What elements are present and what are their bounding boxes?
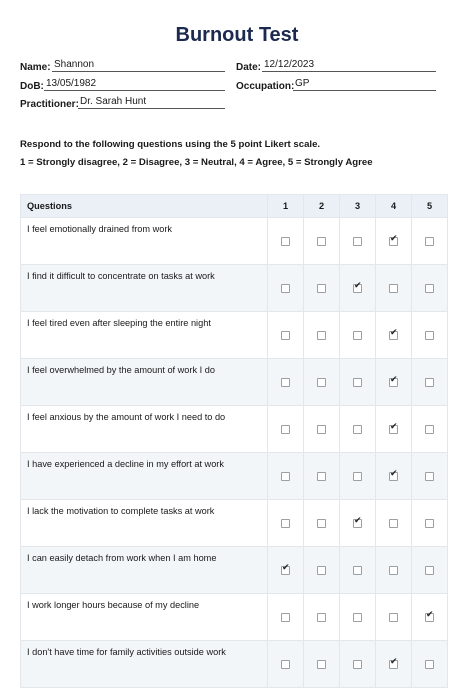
table-row	[21, 265, 448, 312]
rating-2-checkbox[interactable]	[317, 425, 326, 434]
rating-cell	[268, 453, 304, 500]
rating-2-checkbox[interactable]	[317, 472, 326, 481]
rating-cell	[340, 547, 376, 594]
rating-1-checkbox[interactable]	[281, 378, 290, 387]
rating-cell	[268, 218, 304, 265]
rating-cell	[412, 594, 448, 641]
rating-1-checkbox[interactable]	[281, 425, 290, 434]
rating-cell	[340, 312, 376, 359]
rating-cell	[376, 641, 412, 688]
rating-cell	[268, 312, 304, 359]
question-text: I feel anxious by the amount of work I need to do	[21, 406, 268, 453]
rating-4-checkbox[interactable]	[389, 237, 398, 246]
rating-cell	[268, 547, 304, 594]
table-row	[21, 453, 448, 500]
date-input[interactable]: 12/12/2023	[262, 59, 436, 72]
rating-3-checkbox[interactable]	[353, 237, 362, 246]
rating-cell	[268, 594, 304, 641]
rating-cell	[304, 453, 340, 500]
rating-cell	[376, 500, 412, 547]
rating-cell	[340, 359, 376, 406]
rating-cell	[412, 500, 448, 547]
rating-cell	[304, 218, 340, 265]
rating-cell	[268, 265, 304, 312]
table-row	[21, 406, 448, 453]
rating-5-checkbox[interactable]	[425, 472, 434, 481]
table-row	[21, 594, 448, 641]
rating-cell	[268, 500, 304, 547]
rating-cell	[412, 265, 448, 312]
table-row	[21, 641, 448, 688]
rating-5-checkbox[interactable]	[425, 284, 434, 293]
rating-cell	[340, 594, 376, 641]
rating-5-checkbox[interactable]	[425, 425, 434, 434]
rating-4-checkbox[interactable]	[389, 425, 398, 434]
rating-cell	[412, 359, 448, 406]
rating-cell	[304, 547, 340, 594]
scale-1-header: 1	[268, 195, 304, 218]
rating-1-checkbox[interactable]	[281, 519, 290, 528]
rating-3-checkbox[interactable]	[353, 472, 362, 481]
rating-5-checkbox[interactable]	[425, 660, 434, 669]
name-input[interactable]: Shannon	[52, 59, 225, 72]
rating-cell	[340, 406, 376, 453]
rating-cell	[340, 500, 376, 547]
rating-4-checkbox[interactable]	[389, 660, 398, 669]
rating-2-checkbox[interactable]	[317, 284, 326, 293]
rating-cell	[340, 265, 376, 312]
rating-5-checkbox[interactable]	[425, 613, 434, 622]
rating-cell	[412, 547, 448, 594]
rating-cell	[376, 406, 412, 453]
rating-cell	[268, 406, 304, 453]
question-text: I feel overwhelmed by the amount of work I do	[21, 359, 268, 406]
rating-5-checkbox[interactable]	[425, 519, 434, 528]
rating-1-checkbox[interactable]	[281, 660, 290, 669]
table-header-row	[21, 195, 448, 218]
rating-1-checkbox[interactable]	[281, 284, 290, 293]
rating-cell	[268, 359, 304, 406]
table-row	[21, 218, 448, 265]
scale-legend: 1 = Strongly disagree, 2 = Disagree, 3 = Neutral, 4 = Agree, 5 = Strongly Agree	[20, 157, 373, 168]
rating-cell	[340, 641, 376, 688]
scale-4-header: 4	[376, 195, 412, 218]
rating-5-checkbox[interactable]	[425, 237, 434, 246]
rating-2-checkbox[interactable]	[317, 237, 326, 246]
rating-cell	[376, 359, 412, 406]
question-text: I feel tired even after sleeping the entire night	[21, 312, 268, 359]
question-text: I have experienced a decline in my effort at work	[21, 453, 268, 500]
rating-2-checkbox[interactable]	[317, 331, 326, 340]
rating-4-checkbox[interactable]	[389, 472, 398, 481]
rating-cell	[412, 406, 448, 453]
rating-2-checkbox[interactable]	[317, 519, 326, 528]
rating-1-checkbox[interactable]	[281, 613, 290, 622]
rating-4-checkbox[interactable]	[389, 378, 398, 387]
rating-3-checkbox[interactable]	[353, 378, 362, 387]
rating-2-checkbox[interactable]	[317, 566, 326, 575]
rating-cell	[304, 265, 340, 312]
rating-cell	[304, 594, 340, 641]
rating-3-checkbox[interactable]	[353, 613, 362, 622]
rating-cell	[412, 453, 448, 500]
rating-cell	[268, 641, 304, 688]
rating-cell	[412, 312, 448, 359]
rating-cell	[376, 312, 412, 359]
rating-5-checkbox[interactable]	[425, 378, 434, 387]
rating-3-checkbox[interactable]	[353, 519, 362, 528]
table-row	[21, 359, 448, 406]
practitioner-input[interactable]: Dr. Sarah Hunt	[78, 96, 225, 109]
rating-cell	[412, 218, 448, 265]
rating-1-checkbox[interactable]	[281, 237, 290, 246]
rating-1-checkbox[interactable]	[281, 472, 290, 481]
question-text: I find it difficult to concentrate on tasks at work	[21, 265, 268, 312]
rating-cell	[340, 218, 376, 265]
rating-3-checkbox[interactable]	[353, 425, 362, 434]
page-title: Burnout Test	[175, 24, 299, 46]
question-text: I don't have time for family activities outside work	[21, 641, 268, 688]
rating-4-checkbox[interactable]	[389, 566, 398, 575]
rating-4-checkbox[interactable]	[389, 519, 398, 528]
rating-cell	[376, 218, 412, 265]
rating-cell	[376, 265, 412, 312]
table-row	[21, 547, 448, 594]
rating-cell	[376, 547, 412, 594]
rating-3-checkbox[interactable]	[353, 660, 362, 669]
questions-table	[20, 194, 448, 688]
table-row	[21, 312, 448, 359]
rating-4-checkbox[interactable]	[389, 284, 398, 293]
rating-2-checkbox[interactable]	[317, 613, 326, 622]
rating-cell	[304, 406, 340, 453]
question-text: I feel emotionally drained from work	[21, 218, 268, 265]
dob-input[interactable]: 13/05/1982	[44, 78, 225, 91]
dob-label: DoB:	[20, 81, 44, 92]
question-text: I lack the motivation to complete tasks at work	[21, 500, 268, 547]
scale-3-header: 3	[340, 195, 376, 218]
rating-3-checkbox[interactable]	[353, 331, 362, 340]
rating-cell	[304, 312, 340, 359]
rating-cell	[304, 641, 340, 688]
date-label: Date:	[236, 62, 262, 73]
rating-4-checkbox[interactable]	[389, 613, 398, 622]
rating-4-checkbox[interactable]	[389, 331, 398, 340]
rating-cell	[412, 641, 448, 688]
rating-cell	[376, 594, 412, 641]
rating-1-checkbox[interactable]	[281, 566, 290, 575]
rating-cell	[304, 359, 340, 406]
occupation-input[interactable]: GP	[293, 78, 436, 91]
rating-5-checkbox[interactable]	[425, 566, 434, 575]
rating-5-checkbox[interactable]	[425, 331, 434, 340]
rating-2-checkbox[interactable]	[317, 660, 326, 669]
instructions-text: Respond to the following questions using the 5 point Likert scale.	[20, 139, 321, 150]
rating-2-checkbox[interactable]	[317, 378, 326, 387]
rating-3-checkbox[interactable]	[353, 284, 362, 293]
question-text: I can easily detach from work when I am home	[21, 547, 268, 594]
rating-3-checkbox[interactable]	[353, 566, 362, 575]
occupation-label: Occupation:	[236, 81, 295, 92]
name-label: Name:	[20, 62, 51, 73]
question-text: I work longer hours because of my decline	[21, 594, 268, 641]
rating-cell	[304, 500, 340, 547]
rating-1-checkbox[interactable]	[281, 331, 290, 340]
scale-5-header: 5	[412, 195, 448, 218]
scale-2-header: 2	[304, 195, 340, 218]
table-row	[21, 500, 448, 547]
questions-column-header: Questions	[21, 195, 268, 218]
rating-cell	[376, 453, 412, 500]
rating-cell	[340, 453, 376, 500]
practitioner-label: Practitioner:	[20, 99, 79, 110]
